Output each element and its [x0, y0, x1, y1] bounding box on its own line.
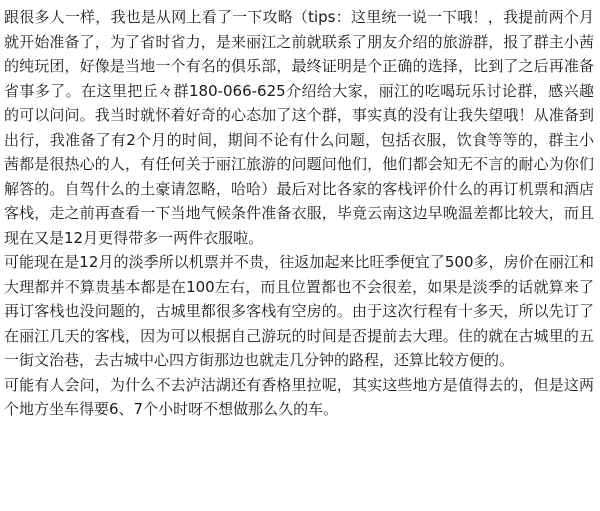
- paragraph: 可能有人会问，为什么不去泸沽湖还有香格里拉呢，其实这些地方是值得去的，但是这两个地方坐车得要6、7个小时呀不想做那么久的车。: [4, 375, 594, 418]
- paragraph: 跟很多人一样，我也是从网上看了一下攻略（tips：这里统一说一下哦！，我提前两个月就开始准备了，为了省时省力，是来丽江之前就联系了朋友介绍的旅游群，报了群主小茜的纯玩团，好像是当地一个有名的俱乐部，最终证明是个正确的选择，比到了之后再准备省事多了。在这里把丘々群180-066-625介绍给大家，丽江的吃喝玩乐讨论群，感兴趣的可以问问。我当时就怀着好奇的心态加了这个群，事实真的没有让我失望哦！从准备到出行，我准备了有2个月的时间，期间不论有什么问题，包括衣服，饮食等等的，群主小茜都是很热心的人，有任何关于丽江旅游的问题问他们，他们都会知无不言的耐心为你们解答的。自驾什么的土豪请忽略，哈哈）最后对比各家的客栈评价什么的再订机票和酒店客栈，走之前再查看一下当地气候条件准备衣服，毕竟云南这边早晚温差都比较大，而且现在又是12月更得带多一两件衣服啦。: [4, 8, 594, 247]
- paragraph: 可能现在是12月的淡季所以机票并不贵，往返加起来比旺季便宜了500多，房价在丽江和大理都并不算贵基本都是在100左右，而且位置都也不会很差，如果是淡季的话就算来了再订客栈也没问题的，古城里都很多客栈有空房的。由于这次行程有十多天，所以先订了在丽江几天的客栈，因为可以根据自己游玩的时间是否提前去大理。住的就在古城里的五一街文治巷，去古城中心四方街那边也就走几分钟的路程，还算比较方便的。: [4, 253, 594, 369]
